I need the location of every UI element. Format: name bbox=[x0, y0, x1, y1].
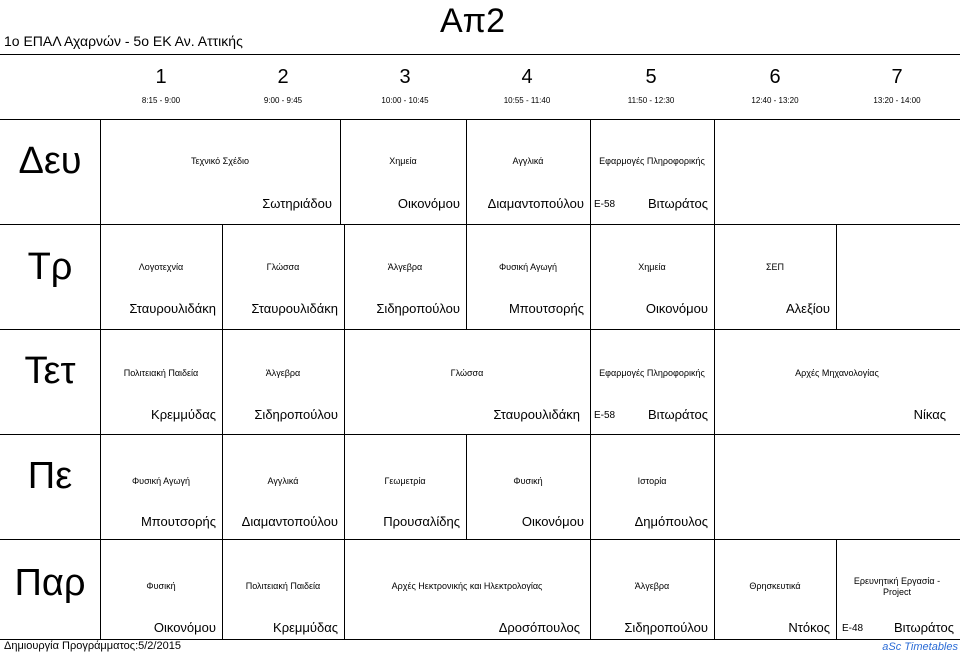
lesson-subject: Θρησκευτικά bbox=[749, 581, 801, 591]
lesson-subject: Ιστορία bbox=[637, 476, 667, 486]
lesson-subject: Τεχνικό Σχέδιο bbox=[191, 156, 249, 166]
lesson-teacher: Σταυρουλιδάκη bbox=[493, 407, 580, 422]
period-number: 1 bbox=[155, 66, 167, 88]
lesson-room: Ε-58 bbox=[594, 199, 616, 210]
lesson-subject: Αρχές Ηεκτρονικής και Ηλεκτρολογίας bbox=[391, 581, 543, 591]
lesson-teacher: Οικονόμου bbox=[645, 301, 708, 316]
lesson-subject: Φυσική Αγωγή bbox=[498, 262, 558, 272]
period-time: 11:50 - 12:30 bbox=[627, 96, 675, 105]
lesson-teacher: Μπουτσορής bbox=[140, 514, 216, 529]
lesson-teacher: Οικονόμου bbox=[521, 514, 584, 529]
school-name: 1ο ΕΠΑΛ Αχαρνών - 5ο ΕΚ Αν. Αττικής bbox=[4, 33, 243, 49]
grid-line bbox=[0, 54, 960, 55]
grid-line bbox=[0, 539, 960, 540]
period-number: 4 bbox=[521, 66, 533, 88]
period-time: 12:40 - 13:20 bbox=[751, 96, 799, 105]
lesson-teacher: Σιδηροπούλου bbox=[624, 620, 708, 635]
lesson-subject: ΣΕΠ bbox=[765, 262, 785, 272]
lesson-teacher: Σιδηροπούλου bbox=[376, 301, 460, 316]
grid-line bbox=[0, 434, 960, 435]
lesson-subject: Γλώσσα bbox=[266, 262, 300, 272]
lesson-teacher: Προυσαλίδης bbox=[383, 514, 460, 529]
grid-line bbox=[0, 119, 960, 120]
lesson-subject: Ερευνητική Εργασία - Project bbox=[853, 576, 941, 597]
lesson-teacher: Σταυρουλιδάκη bbox=[129, 301, 216, 316]
period-time: 10:00 - 10:45 bbox=[381, 96, 429, 105]
grid-line bbox=[0, 329, 960, 330]
lesson-subject: Άλγεβρα bbox=[265, 368, 301, 378]
period-number: 3 bbox=[399, 66, 411, 88]
lesson-subject: Χημεία bbox=[638, 262, 666, 272]
lesson-teacher: Κρεμμύδας bbox=[151, 407, 216, 422]
lesson-subject: Άλγεβρα bbox=[634, 581, 670, 591]
lesson-teacher: Κρεμμύδας bbox=[273, 620, 338, 635]
lesson-teacher: Σταυρουλιδάκη bbox=[251, 301, 338, 316]
grid-line bbox=[714, 434, 715, 539]
period-number: 7 bbox=[891, 66, 903, 88]
lesson-subject: Γεωμετρία bbox=[384, 476, 426, 486]
grid-line bbox=[0, 224, 960, 225]
period-number: 5 bbox=[645, 66, 657, 88]
lesson-teacher: Σιδηροπούλου bbox=[254, 407, 338, 422]
grid-line bbox=[836, 224, 837, 329]
lesson-teacher: Ντόκος bbox=[788, 620, 830, 635]
period-time: 13:20 - 14:00 bbox=[873, 96, 921, 105]
lesson-teacher: Αλεξίου bbox=[785, 301, 830, 316]
lesson-subject: Αγγλικά bbox=[512, 156, 544, 166]
lesson-teacher: Οικονόμου bbox=[397, 196, 460, 211]
lesson-teacher: Διαμαντοπούλου bbox=[241, 514, 338, 529]
lesson-subject: Φυσική Αγωγή bbox=[131, 476, 191, 486]
lesson-teacher: Βιτωράτος bbox=[647, 407, 708, 422]
page-title: Απ2 bbox=[440, 2, 506, 40]
lesson-teacher: Βιτωράτος bbox=[893, 620, 954, 635]
period-time: 10:55 - 11:40 bbox=[503, 96, 551, 105]
lesson-subject: Φυσική bbox=[146, 581, 176, 591]
lesson-subject: Γλώσσα bbox=[450, 368, 484, 378]
lesson-subject: Πολιτειακή Παιδεία bbox=[123, 368, 199, 378]
lesson-teacher: Μπουτσορής bbox=[508, 301, 584, 316]
lesson-teacher: Δροσόπουλος bbox=[498, 620, 580, 635]
lesson-teacher: Οικονόμου bbox=[153, 620, 216, 635]
day-label: Παρ bbox=[14, 562, 86, 604]
lesson-subject: Πολιτειακή Παιδεία bbox=[245, 581, 321, 591]
lesson-teacher: Νίκας bbox=[913, 407, 946, 422]
period-time: 8:15 - 9:00 bbox=[141, 96, 181, 105]
lesson-subject: Αρχές Μηχανολογίας bbox=[795, 368, 879, 378]
day-label: Τρ bbox=[27, 246, 73, 288]
day-label: Τετ bbox=[24, 350, 76, 392]
lesson-teacher: Σωτηριάδου bbox=[262, 196, 332, 211]
lesson-subject: Εφαρμογές Πληροφορικής bbox=[599, 368, 705, 378]
period-number: 6 bbox=[769, 66, 781, 88]
period-time: 9:00 - 9:45 bbox=[263, 96, 303, 105]
lesson-teacher: Βιτωράτος bbox=[647, 196, 708, 211]
lesson-teacher: Διαμαντοπούλου bbox=[487, 196, 584, 211]
lesson-subject: Εφαρμογές Πληροφορικής bbox=[599, 156, 705, 166]
lesson-subject: Φυσική bbox=[513, 476, 543, 486]
lesson-teacher: Δημόπουλος bbox=[634, 514, 708, 529]
brand-label: aSc Timetables bbox=[882, 641, 958, 653]
lesson-room: Ε-58 bbox=[594, 410, 616, 421]
lesson-subject: Αγγλικά bbox=[267, 476, 299, 486]
day-label: Δευ bbox=[18, 140, 82, 182]
lesson-room: Ε-48 bbox=[842, 623, 864, 634]
lesson-subject: Χημεία bbox=[389, 156, 417, 166]
day-label: Πε bbox=[27, 455, 73, 497]
lesson-subject: Άλγεβρα bbox=[387, 262, 423, 272]
lesson-subject: Λογοτεχνία bbox=[138, 262, 184, 272]
creation-date: Δημιουργία Προγράμματος:5/2/2015 bbox=[4, 640, 181, 652]
period-number: 2 bbox=[277, 66, 289, 88]
grid-line bbox=[714, 119, 715, 224]
